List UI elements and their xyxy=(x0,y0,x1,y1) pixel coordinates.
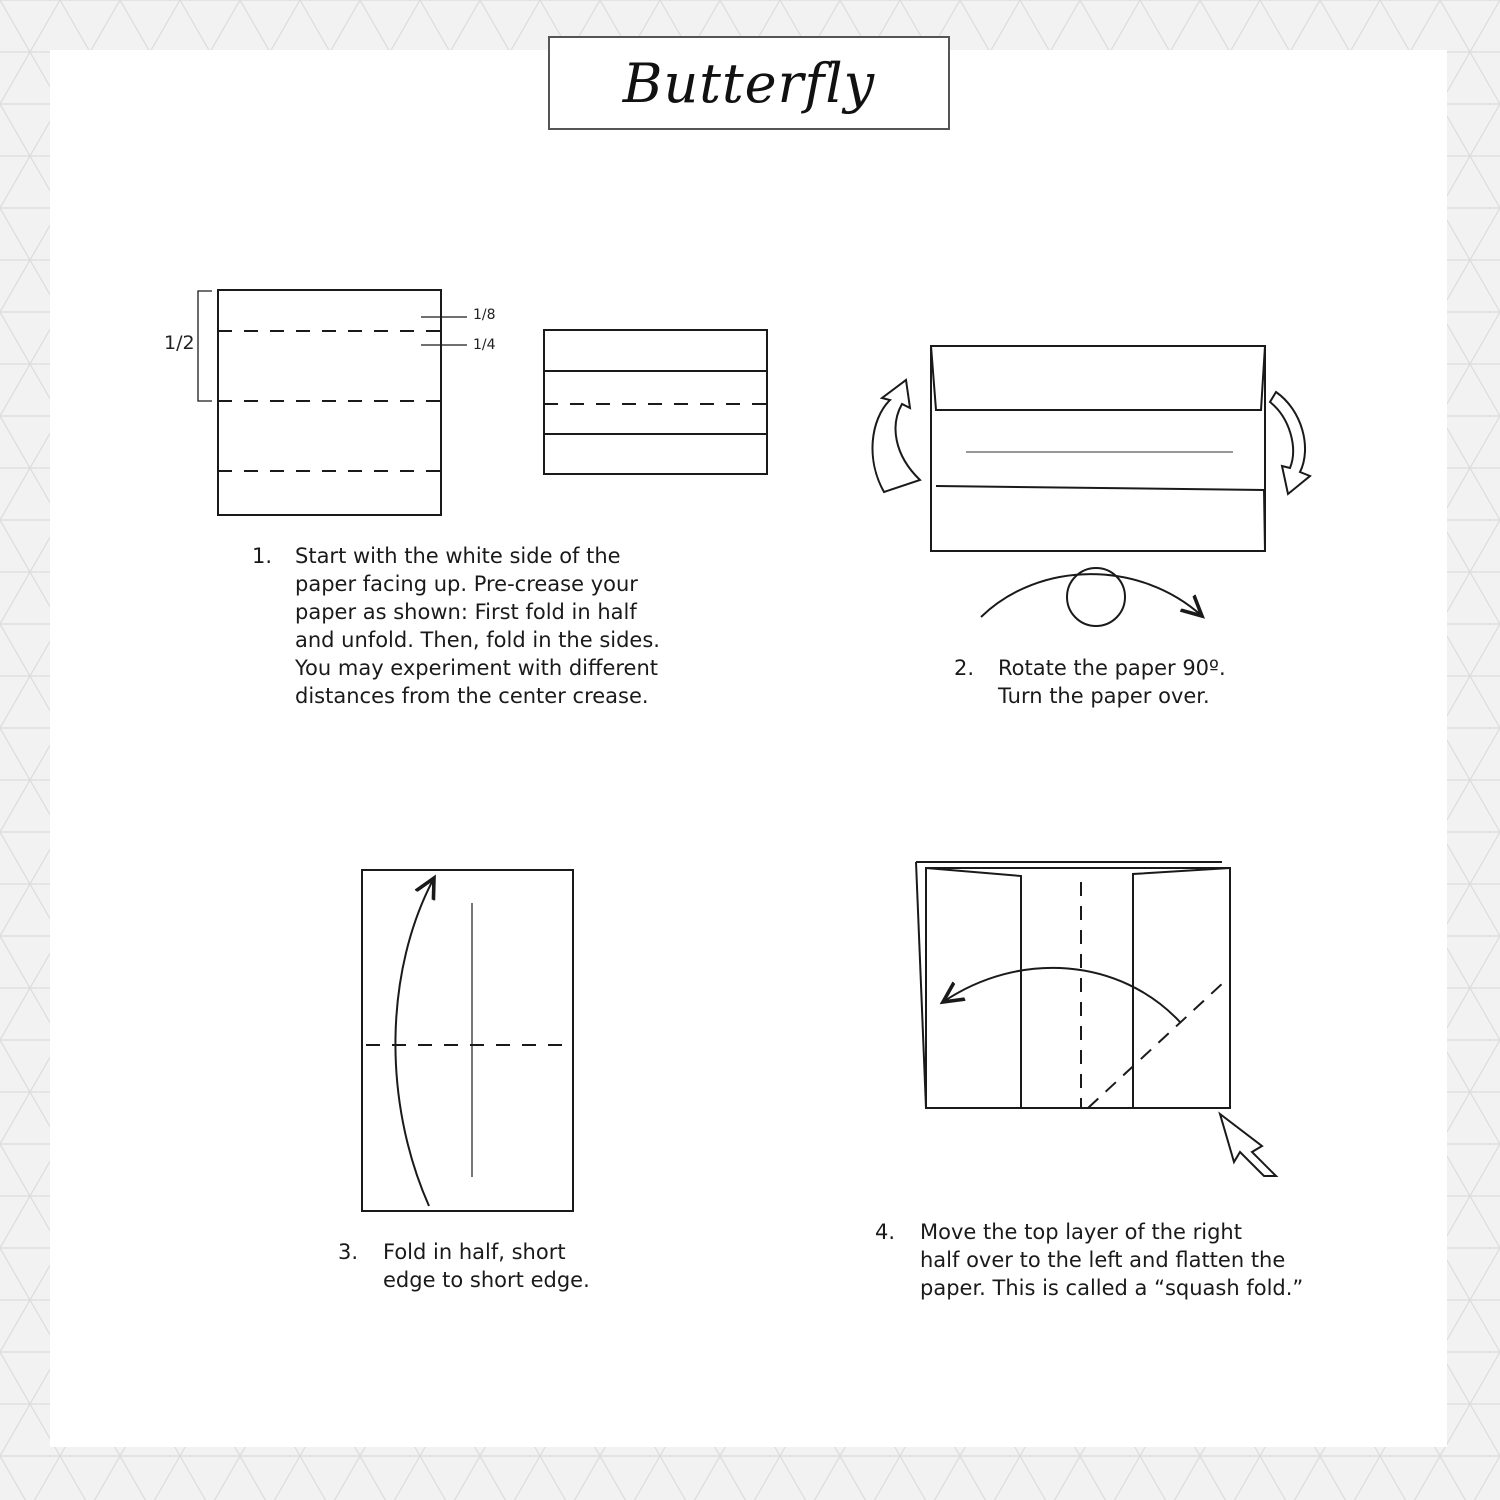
step-1-text: Start with the white side of the paper facing up. Pre-crease your paper as shown: First fold in half and unfold. Then, fold in the sides. You may experiment with different distances from the center crease. xyxy=(295,544,660,708)
step3-diagram xyxy=(362,870,573,1211)
step-4-text: Move the top layer of the right half over to the left and flatten the paper. This is called a “squash fold.” xyxy=(920,1220,1304,1300)
step-2-number: 2. xyxy=(954,656,975,680)
step-4-number: 4. xyxy=(875,1220,896,1244)
step-4-instruction xyxy=(875,1218,1335,1308)
label-quarter: 1/4 xyxy=(473,337,496,353)
step1-square-diagram xyxy=(198,290,467,515)
step-1-instruction xyxy=(252,542,712,712)
label-half: 1/2 xyxy=(164,332,195,354)
label-eighth: 1/8 xyxy=(473,307,496,323)
step4-diagram xyxy=(916,862,1276,1176)
step-3-text: Fold in half, short edge to short edge. xyxy=(383,1240,590,1292)
step-3-number: 3. xyxy=(338,1240,359,1264)
step1-folded-diagram xyxy=(544,330,767,474)
step-1-number: 1. xyxy=(252,544,273,568)
step2-rotated-diagram xyxy=(873,346,1310,626)
step-2-text: Rotate the paper 90º. Turn the paper over. xyxy=(998,656,1226,708)
page-title: Butterfly xyxy=(622,51,876,115)
step-3-instruction xyxy=(338,1238,618,1298)
step-2-instruction xyxy=(954,654,1274,714)
